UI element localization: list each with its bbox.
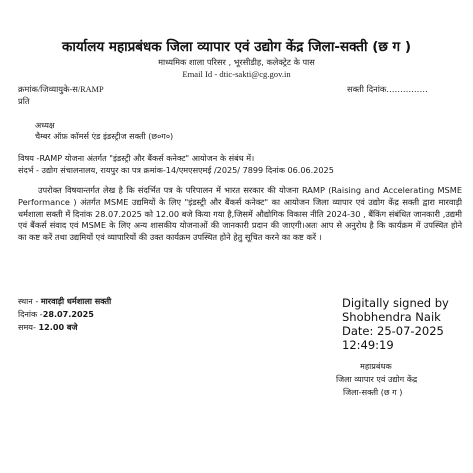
signature-line-3: Date: 25-07-2025 xyxy=(342,324,444,338)
signature-line-1: Digitally signed by xyxy=(342,296,449,310)
event-time-value: 12.00 बजे xyxy=(38,322,78,332)
letter-date-field: सक्ती दिनांक…………… xyxy=(347,84,428,94)
event-date-label: दिनांक - xyxy=(18,309,43,319)
event-date xyxy=(18,309,94,320)
event-venue-label: स्थान - xyxy=(18,296,41,306)
signatory-office: जिला व्यापार एवं उद्योग केंद्र xyxy=(336,374,418,384)
office-email: Email Id - dtic-sakti@cg.gov.in xyxy=(182,69,291,79)
to-label: प्रति xyxy=(18,96,30,106)
reference-number: क्रमांक/जिव्यायुके-स/RAMP xyxy=(18,85,104,94)
signatory-title: महाप्रबंधक xyxy=(360,361,392,371)
digital-signature-block xyxy=(342,296,449,352)
office-title: कार्यालय महाप्रबंधक जिला व्यापार एवं उद्योग केंद्र जिला-सक्ती (छ ग ) xyxy=(62,39,411,55)
recipient-organization: चैम्बर ऑफ़ कॉमर्स एंड इंडस्ट्रीज सक्ती (छ०ग०) xyxy=(35,131,174,141)
event-venue xyxy=(18,296,111,307)
reference-line: संदर्भ - उद्योग संचालनालय, रायपुर का पत्र क्रमांक-14/एमएसएमई /2025/ 7899 दिनांक 06.06.2025 xyxy=(18,165,334,175)
signature-line-4: 12:49:19 xyxy=(342,338,394,352)
event-time-label: समय- xyxy=(18,322,39,332)
event-time xyxy=(18,322,78,333)
event-venue-value: मारवाड़ी धर्मशाला सक्ती xyxy=(40,296,112,306)
event-date-value: 28.07.2025 xyxy=(42,309,94,319)
subject-line: विषय -RAMP योजना अंतर्गत "इंडस्ट्री और बैंकर्स कनेक्ट" आयोजन के संबंध में। xyxy=(18,153,255,163)
recipient-designation: अध्यक्ष xyxy=(35,120,55,130)
signatory-location: जिला-सक्ती (छ ग ) xyxy=(343,387,403,397)
letter-body: उपरोक्त विषयान्तर्गत लेख है कि संदर्भित पत्र के परिपालन में भारत सरकार की योजना RAMP (Raising and Accelerating MSME Performance ) अंतर्गत MSME उद्यमियों के लिए "इंडस्ट्री और बैंकर्स कनेक्ट" का आयोजन जिला व्यापार एवं उद्योग केंद्र सक्ती द्वारा मारवाड़ी धर्मशाला सक्ती में दिनांक 28.07.2025 को 12.00 बजे किया गया है,जिसमें औद्योगिक विकास नीति 2024-30 , बैंकिंग संबंधित जानकारी ,उद्यमी एवं बैंकर्स संवाद एवं MSME के लिए अन्य शासकीय योजनाओं की जानकारी प्रदान की जाएगी।अतः आप से अनुरोध है कि कार्यक्रम में उपस्थित होने का कष्ट करें तथा उद्यमियों एवं व्यापारियों की उक्त कार्यक्रम उपस्थित होने हेतु सूचित करने का कष्ट करें । xyxy=(18,185,462,243)
office-address: माध्यमिक शाला परिसर , भूरसीडीह, कलेक्ट्रेट के पास xyxy=(158,57,315,67)
signature-line-2: Shobhendra Naik xyxy=(342,310,441,324)
